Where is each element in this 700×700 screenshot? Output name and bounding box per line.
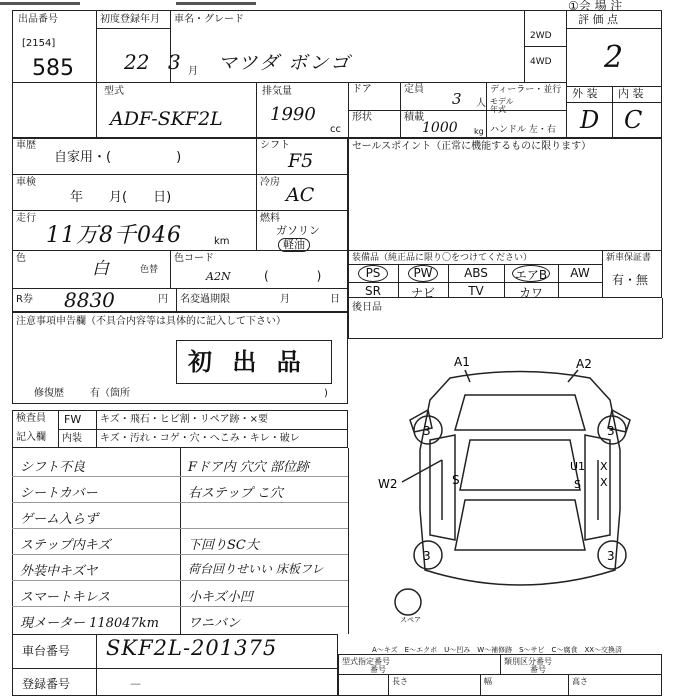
- equip-navi: ナビ: [410, 286, 435, 300]
- recycle-label: R券: [16, 294, 33, 305]
- reg-label: 初度登録年月: [100, 14, 160, 25]
- category-sub: 番号: [530, 665, 546, 674]
- circle-airbag: [512, 265, 550, 282]
- reg-month: 3: [168, 50, 181, 74]
- note-right-6: ワニバン: [188, 616, 241, 631]
- header-bar: [0, 2, 80, 5]
- equip-ps: PS: [365, 266, 381, 280]
- inspector-label1: 検査員: [16, 413, 46, 424]
- colorcode-label: 色コード: [174, 253, 214, 264]
- mark-s-right: S: [574, 478, 581, 491]
- class-label: 型式指定番号: [342, 657, 390, 666]
- mark-x-2: X: [600, 476, 608, 489]
- color-change-label: 色替: [140, 265, 159, 275]
- model-label: 車名・グレード: [174, 14, 244, 25]
- inspector-label2: 記入欄: [16, 432, 46, 443]
- note-left-2: シートカバー: [20, 486, 98, 501]
- fuel-selected: 軽油: [278, 238, 310, 252]
- model-name: マツダ ボンゴ: [218, 52, 352, 74]
- interior-inspect-label: 内装: [62, 433, 82, 444]
- note-left-6: スマートキレス: [20, 590, 111, 605]
- note-right-4: 荷台回りせいい 床板フレ: [188, 562, 324, 576]
- mileage-value: 11万8千046: [46, 223, 182, 248]
- disp-unit: cc: [330, 124, 341, 135]
- colorcode-paren: ( ): [264, 269, 322, 283]
- sales-label: セールスポイント（正常に機能するものに限ります）: [352, 141, 592, 152]
- equip-pw: PW: [413, 266, 433, 280]
- load-unit: kg: [474, 127, 484, 136]
- name-change-month: 月: [280, 294, 290, 305]
- note-left-7: 現メーター 118047km: [20, 616, 159, 631]
- repair-close: ): [324, 388, 328, 399]
- mark-a2: A2: [576, 357, 592, 371]
- load-value: 1000: [422, 120, 458, 136]
- history-label: 車歴: [16, 140, 36, 151]
- diagram-legend: A～キズ E～エクボ U～凹み W～補修跡 S～サビ C～腐食 XX～交換済: [372, 646, 623, 654]
- inspection-value: 年 月( 日): [70, 190, 172, 205]
- load-label: 積載: [404, 112, 424, 123]
- equipment-label: 装備品（純正品に限り〇をつけてください）: [352, 253, 533, 263]
- note-left-5: 外装中キズヤ: [20, 564, 98, 579]
- mark-a1: A1: [454, 355, 470, 369]
- equip-airbag: エアB: [514, 268, 548, 282]
- equip-aw: AW: [570, 266, 590, 280]
- after-label: 後日品: [352, 302, 382, 313]
- name-change-day: 日: [330, 294, 340, 305]
- lot-sub: [2154]: [22, 38, 56, 49]
- length-label: 長さ: [392, 677, 408, 686]
- car-damage-diagram: [370, 340, 670, 640]
- exterior-grade: D: [580, 106, 600, 134]
- interior-grade: C: [624, 106, 643, 134]
- mark-s-left: S: [452, 473, 460, 487]
- score-value: 2: [604, 40, 624, 75]
- color-value: 白: [92, 259, 109, 279]
- lot-label: 出品番号: [18, 14, 58, 25]
- exterior-label: 外 装: [572, 87, 598, 100]
- note-right-3: 下回りSC大: [188, 538, 259, 553]
- fw-items: キズ・飛石・ヒビ割・リペア跡・×要: [100, 414, 268, 425]
- note-right-2: 右ステップ こ穴: [188, 486, 283, 501]
- shift-value: F5: [288, 150, 314, 172]
- drive-4wd: 4WD: [530, 57, 552, 67]
- venue-label: ①会 場 注: [568, 0, 623, 13]
- fuel-label: 燃料: [260, 213, 280, 224]
- mark-3-fr: 3: [607, 424, 615, 438]
- equip-abs: ABS: [464, 266, 488, 280]
- door-label: ドア: [352, 84, 372, 95]
- disp-value: 1990: [270, 104, 316, 125]
- repair-value: 有（箇所: [90, 388, 130, 399]
- interior-label: 内 装: [618, 87, 644, 100]
- model-year-label: モデル年式: [490, 97, 514, 114]
- plate-value: —: [130, 677, 141, 690]
- circle-pw: [408, 265, 438, 282]
- recycle-value: 8830: [64, 288, 115, 312]
- note-left-3: ゲーム入らず: [20, 512, 99, 527]
- inspection-label: 車検: [16, 177, 36, 188]
- first-listing: 初 出 品: [188, 348, 307, 376]
- mileage-label: 走行: [16, 213, 36, 224]
- drive-2wd: 2WD: [530, 31, 552, 41]
- name-change-label: 名変過期限: [180, 294, 230, 305]
- month-unit: 月: [188, 66, 198, 77]
- cooler-label: 冷房: [260, 177, 280, 188]
- handle-label: ハンドル 左・右: [490, 125, 556, 135]
- note-right-1: Fドア内 穴穴 部位跡: [188, 460, 309, 475]
- colorcode-value: A2N: [206, 270, 231, 283]
- color-label: 色: [16, 253, 26, 264]
- lot-number: 585: [32, 56, 74, 81]
- note-right-5: 小キズ小凹: [188, 590, 253, 605]
- mark-x-1: X: [600, 460, 608, 473]
- repair-label: 修復歴: [34, 388, 64, 399]
- warranty-label: 新車保証書: [606, 253, 652, 263]
- cooler-value: AC: [286, 184, 315, 206]
- circle-ps: [358, 265, 388, 282]
- note-left-4: ステップ内キズ: [20, 538, 111, 553]
- capacity-label: 定員: [404, 84, 424, 95]
- chassis-value: SKF2L-201375: [106, 636, 278, 660]
- type-value: ADF-SKF2L: [110, 108, 223, 130]
- mark-w2: W2: [378, 477, 398, 491]
- interior-items: キズ・汚れ・コゲ・穴・へこみ・キレ・破レ: [100, 433, 300, 444]
- capacity-unit: 人: [476, 98, 486, 109]
- warranty-value: 有・無: [612, 273, 649, 287]
- header-bar-2: [176, 2, 256, 5]
- reg-year: 22: [124, 50, 150, 74]
- disp-label: 排気量: [262, 86, 292, 97]
- type-label: 型式: [104, 86, 124, 97]
- score-label: 評 価 点: [578, 13, 618, 26]
- note-left-1: シフト不良: [20, 460, 86, 475]
- mark-3-rl: 3: [423, 549, 431, 563]
- class-sub: 番号: [370, 665, 386, 674]
- history-value: 自家用・( ): [54, 150, 182, 165]
- mark-u1: U1: [570, 460, 586, 473]
- width-label: 幅: [484, 677, 492, 686]
- dealer-label: ディーラー・並行: [490, 85, 562, 95]
- shift-label: シフト: [260, 140, 290, 151]
- notes-label: 注意事項申告欄（不具合内容等は具体的に記入して下さい）: [16, 316, 286, 327]
- plate-label: 登録番号: [22, 677, 71, 691]
- mark-spare: スペア: [400, 616, 421, 624]
- mark-3-fl: 3: [423, 424, 431, 438]
- recycle-unit: 円: [158, 294, 168, 305]
- chassis-label: 車台番号: [22, 644, 71, 658]
- shape-label: 形状: [352, 112, 372, 123]
- mark-3-rr: 3: [607, 549, 615, 563]
- equip-leather: カワ: [518, 286, 543, 300]
- fuel-options: ガソリン: [276, 224, 320, 237]
- category-label: 類別区分番号: [504, 657, 552, 666]
- mileage-unit: km: [214, 236, 230, 247]
- fw-label: FW: [64, 413, 82, 426]
- capacity-value: 3: [452, 90, 462, 108]
- height-label: 高さ: [572, 677, 588, 686]
- equip-tv: TV: [468, 284, 484, 298]
- equip-sr: SR: [365, 284, 381, 298]
